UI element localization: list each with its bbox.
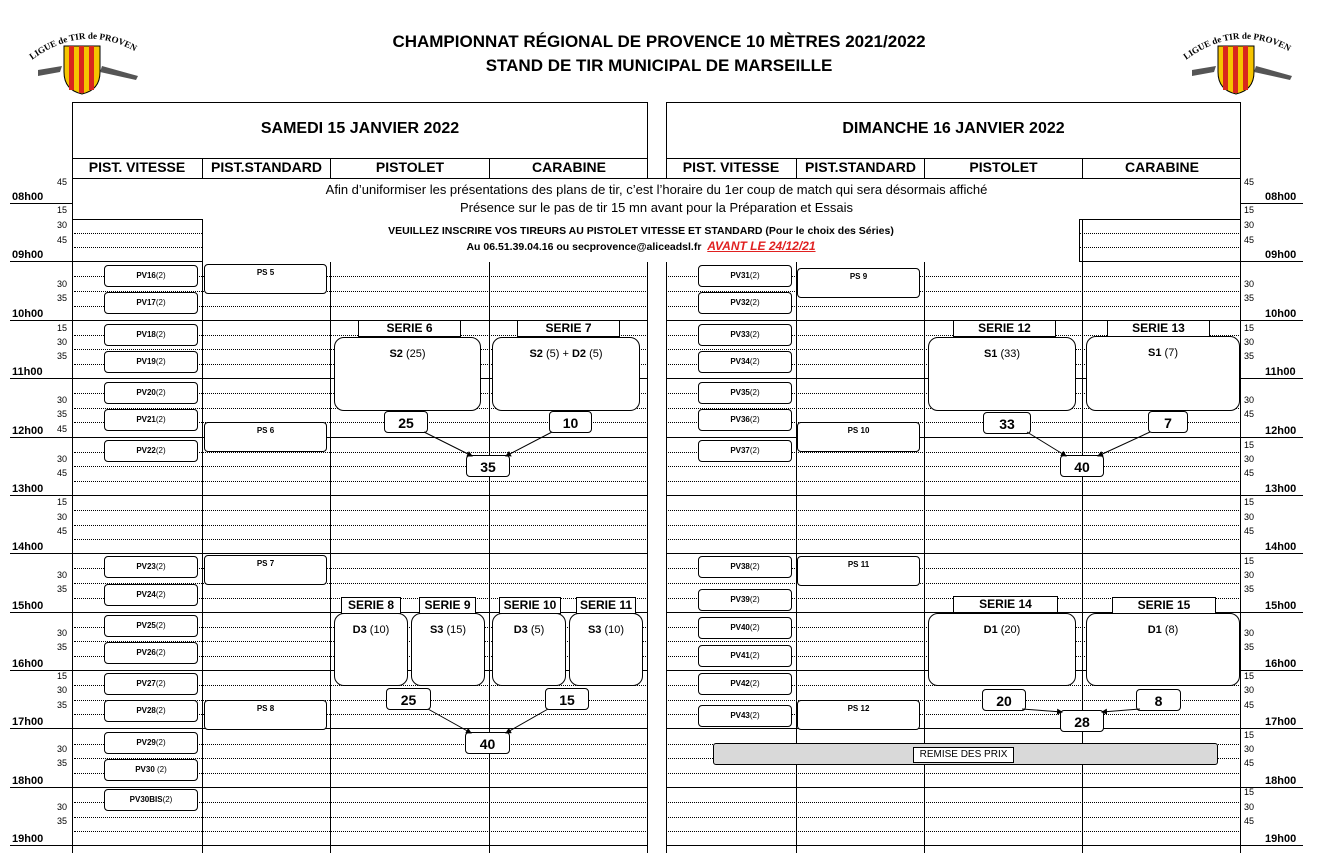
minute-label: 30 (1244, 628, 1255, 638)
minute-label: 45 (1244, 177, 1255, 187)
shooter-count: 40 (1060, 455, 1104, 477)
minute-label: 30 (1244, 744, 1255, 754)
svg-text:LIGUE de TIR de PROVENCE: LIGUE de TIR de PROVEN (1181, 30, 1293, 62)
shooter-count: 25 (384, 411, 428, 433)
minute-label: 30 (1244, 279, 1255, 289)
minute-label: 15 (57, 497, 68, 507)
minute-label: 30 (57, 685, 68, 695)
ps-slot: PS 12 (797, 700, 920, 730)
minute-label: 30 (57, 279, 68, 289)
minute-label: 45 (57, 424, 68, 434)
minute-label: 15 (1244, 671, 1255, 681)
hour-label: 15h00 (12, 600, 44, 612)
minute-label: 15 (57, 323, 68, 333)
pv-slot: PV37(2) (698, 440, 792, 462)
pv-slot: PV39(2) (698, 589, 792, 611)
ps-slot: PS 5 (204, 264, 327, 294)
minute-label: 30 (57, 395, 68, 405)
hour-label: 19h00 (12, 833, 44, 845)
serie-label: SERIE 8 (341, 597, 401, 614)
shooter-count: 20 (982, 689, 1026, 711)
shooter-count: 7 (1148, 411, 1188, 433)
ps-slot: PS 10 (797, 422, 920, 452)
shooter-count: 33 (983, 412, 1031, 434)
pv-slot: PV30BIS(2) (104, 789, 198, 811)
hour-label: 18h00 (1265, 775, 1297, 787)
hour-label: 10h00 (1265, 308, 1297, 320)
minute-label: 30 (1244, 802, 1255, 812)
hour-label: 08h00 (1265, 191, 1297, 203)
minute-label: 45 (1244, 758, 1255, 768)
minute-label: 30 (1244, 337, 1255, 347)
event-block: S2 (5) + D2 (5) (492, 337, 640, 411)
pv-slot: PV16(2) (104, 265, 198, 287)
ps-slot: PS 7 (204, 555, 327, 585)
serie-label: SERIE 6 (358, 320, 461, 337)
hour-label: 11h00 (12, 366, 43, 378)
minute-label: 45 (57, 235, 68, 245)
minute-label: 15 (57, 671, 68, 681)
page-subtitle: STAND DE TIR MUNICIPAL DE MARSEILLE (485, 56, 833, 75)
pv-slot: PV25(2) (104, 615, 198, 637)
pv-slot: PV21(2) (104, 409, 198, 431)
registration-contact: Au 06.51.39.04.16 ou secprovence@aliceadsl.fr (466, 241, 702, 253)
col-pist-vitesse-sun: PIST. VITESSE (682, 159, 780, 175)
minute-label: 30 (57, 570, 68, 580)
minute-label: 45 (1244, 816, 1255, 826)
hour-label: 12h00 (1265, 425, 1297, 437)
registration-line1: VEUILLEZ INSCRIRE VOS TIREURS AU PISTOLET VITESSE ET STANDARD (Pour le choix des Séries) (388, 225, 894, 237)
minute-label: 45 (1244, 526, 1255, 536)
pv-slot: PV27(2) (104, 673, 198, 695)
pv-slot: PV28(2) (104, 700, 198, 722)
shooter-count: 8 (1136, 689, 1181, 711)
shooter-count: 10 (549, 411, 592, 433)
col-pistolet-sun: PISTOLET (924, 158, 1082, 177)
event-block: S2 (25) (334, 337, 481, 411)
minute-label: 35 (57, 816, 68, 826)
minute-label: 15 (1244, 497, 1255, 507)
minute-label: 45 (57, 468, 68, 478)
serie-label: SERIE 15 (1112, 597, 1216, 614)
hour-label: 16h00 (12, 658, 44, 670)
pv-slot: PV18(2) (104, 324, 198, 346)
sunday-title: DIMANCHE 16 JANVIER 2022 (842, 120, 1065, 137)
minute-label: 45 (1244, 235, 1255, 245)
minute-label: 15 (1244, 730, 1255, 740)
hour-label: 19h00 (1265, 833, 1297, 845)
hour-label: 16h00 (1265, 658, 1297, 670)
col-pistolet-sat: PISTOLET (330, 158, 489, 177)
shooter-count: 15 (545, 688, 589, 710)
serie-label: SERIE 12 (953, 320, 1056, 337)
pv-slot: PV40(2) (698, 617, 792, 639)
pv-slot: PV35(2) (698, 382, 792, 404)
shooter-count: 25 (386, 688, 431, 710)
ps-slot: PS 6 (204, 422, 327, 452)
pv-slot: PV34(2) (698, 351, 792, 373)
notice-line2: Présence sur le pas de tir 15 mn avant pour la Préparation et Essais (459, 200, 854, 215)
hour-label: 13h00 (12, 483, 44, 495)
minute-label: 35 (57, 700, 68, 710)
minute-label: 30 (57, 454, 68, 464)
minute-label: 35 (1244, 584, 1255, 594)
event-block: S1 (7) (1086, 336, 1240, 411)
hour-label: 09h00 (12, 249, 44, 261)
minute-label: 35 (57, 758, 68, 768)
pv-slot: PV22(2) (104, 440, 198, 462)
serie-label: SERIE 14 (953, 596, 1058, 613)
pv-slot: PV20(2) (104, 382, 198, 404)
minute-label: 35 (57, 409, 68, 419)
hour-label: 14h00 (1265, 541, 1297, 553)
hour-label: 11h00 (1265, 366, 1296, 378)
hour-label: 18h00 (12, 775, 44, 787)
minute-label: 45 (57, 526, 68, 536)
pv-slot: PV23(2) (104, 556, 198, 578)
pv-slot: PV43(2) (698, 705, 792, 727)
pv-slot: PV38(2) (698, 556, 792, 578)
minute-label: 35 (1244, 293, 1255, 303)
notice-line1: Afin d’uniformiser les présentations des plans de tir, c’est l’horaire du 1er coup de match qui sera désormais affiché (325, 182, 988, 197)
minute-label: 30 (1244, 454, 1255, 464)
awards-label: REMISE DES PRIX (913, 747, 1014, 763)
minute-label: 30 (57, 337, 68, 347)
hour-label: 09h00 (1265, 249, 1297, 261)
hour-label: 13h00 (1265, 483, 1297, 495)
hour-label: 10h00 (12, 308, 44, 320)
minute-label: 35 (57, 642, 68, 652)
pv-slot: PV33(2) (698, 324, 792, 346)
col-pist-vitesse-sat: PIST. VITESSE (88, 159, 186, 175)
ps-slot: PS 8 (204, 700, 327, 730)
minute-label: 15 (1244, 440, 1255, 450)
shooter-count: 40 (465, 732, 510, 754)
minute-label: 30 (57, 744, 68, 754)
minute-label: 30 (57, 220, 68, 230)
minute-label: 30 (1244, 395, 1255, 405)
event-block: D1 (20) (928, 613, 1076, 686)
minute-label: 15 (57, 205, 68, 215)
event-block: D3 (10) (334, 613, 408, 686)
minute-label: 35 (1244, 351, 1255, 361)
ps-slot: PS 9 (797, 268, 920, 298)
event-block: S1 (33) (928, 337, 1076, 411)
minute-label: 35 (57, 351, 68, 361)
minute-label: 45 (1244, 700, 1255, 710)
hour-label: 14h00 (12, 541, 44, 553)
pv-slot: PV42(2) (698, 673, 792, 695)
pv-slot: PV31(2) (698, 265, 792, 287)
ps-slot: PS 11 (797, 556, 920, 586)
hour-label: 15h00 (1265, 600, 1297, 612)
minute-label: 30 (1244, 512, 1255, 522)
serie-label: SERIE 9 (419, 597, 476, 614)
pv-slot: PV29(2) (104, 732, 198, 754)
minute-label: 45 (57, 177, 68, 187)
serie-label: SERIE 7 (517, 320, 620, 337)
svg-text:LIGUE de TIR de PROVENCE: LIGUE de TIR de PROVEN (27, 30, 139, 62)
minute-label: 30 (57, 628, 68, 638)
serie-label: SERIE 13 (1107, 320, 1210, 337)
minute-label: 15 (1244, 205, 1255, 215)
page-title: CHAMPIONNAT RÉGIONAL DE PROVENCE 10 MÈTRES 2021/2022 (392, 32, 926, 51)
col-pist-standard-sat: PIST.STANDARD (202, 158, 330, 177)
minute-label: 45 (1244, 468, 1255, 478)
minute-label: 35 (57, 293, 68, 303)
minute-label: 30 (1244, 570, 1255, 580)
pv-slot: PV26(2) (104, 642, 198, 664)
pv-slot: PV17(2) (104, 292, 198, 314)
minute-label: 30 (1244, 685, 1255, 695)
minute-label: 35 (1244, 642, 1255, 652)
shooter-count: 35 (466, 455, 510, 477)
minute-label: 30 (1244, 220, 1255, 230)
minute-label: 15 (1244, 787, 1255, 797)
hour-label: 08h00 (12, 191, 44, 203)
event-block: S3 (10) (569, 613, 643, 686)
pv-slot: PV41(2) (698, 645, 792, 667)
pv-slot: PV36(2) (698, 409, 792, 431)
col-carabine-sat: CARABINE (489, 158, 648, 177)
hour-label: 12h00 (12, 425, 44, 437)
minute-label: 15 (1244, 323, 1255, 333)
hour-label: 17h00 (12, 716, 44, 728)
saturday-title: SAMEDI 15 JANVIER 2022 (260, 120, 460, 137)
event-block: D1 (8) (1086, 613, 1240, 686)
minute-label: 45 (1244, 409, 1255, 419)
event-block: D3 (5) (492, 613, 566, 686)
minute-label: 30 (57, 512, 68, 522)
pv-slot: PV32(2) (698, 292, 792, 314)
col-pist-standard-sun: PIST.STANDARD (796, 158, 924, 177)
registration-deadline: AVANT LE 24/12/21 (707, 239, 816, 253)
minute-label: 30 (57, 802, 68, 812)
shooter-count: 28 (1060, 710, 1104, 732)
minute-label: 15 (1244, 556, 1255, 566)
pv-slot: PV24(2) (104, 584, 198, 606)
pv-slot: PV19(2) (104, 351, 198, 373)
col-carabine-sun: CARABINE (1082, 158, 1241, 177)
serie-label: SERIE 10 (499, 597, 561, 614)
minute-label: 35 (57, 584, 68, 594)
hour-label: 17h00 (1265, 716, 1297, 728)
pv-slot: PV30 (2) (104, 759, 198, 781)
event-block: S3 (15) (411, 613, 485, 686)
serie-label: SERIE 11 (576, 597, 636, 614)
